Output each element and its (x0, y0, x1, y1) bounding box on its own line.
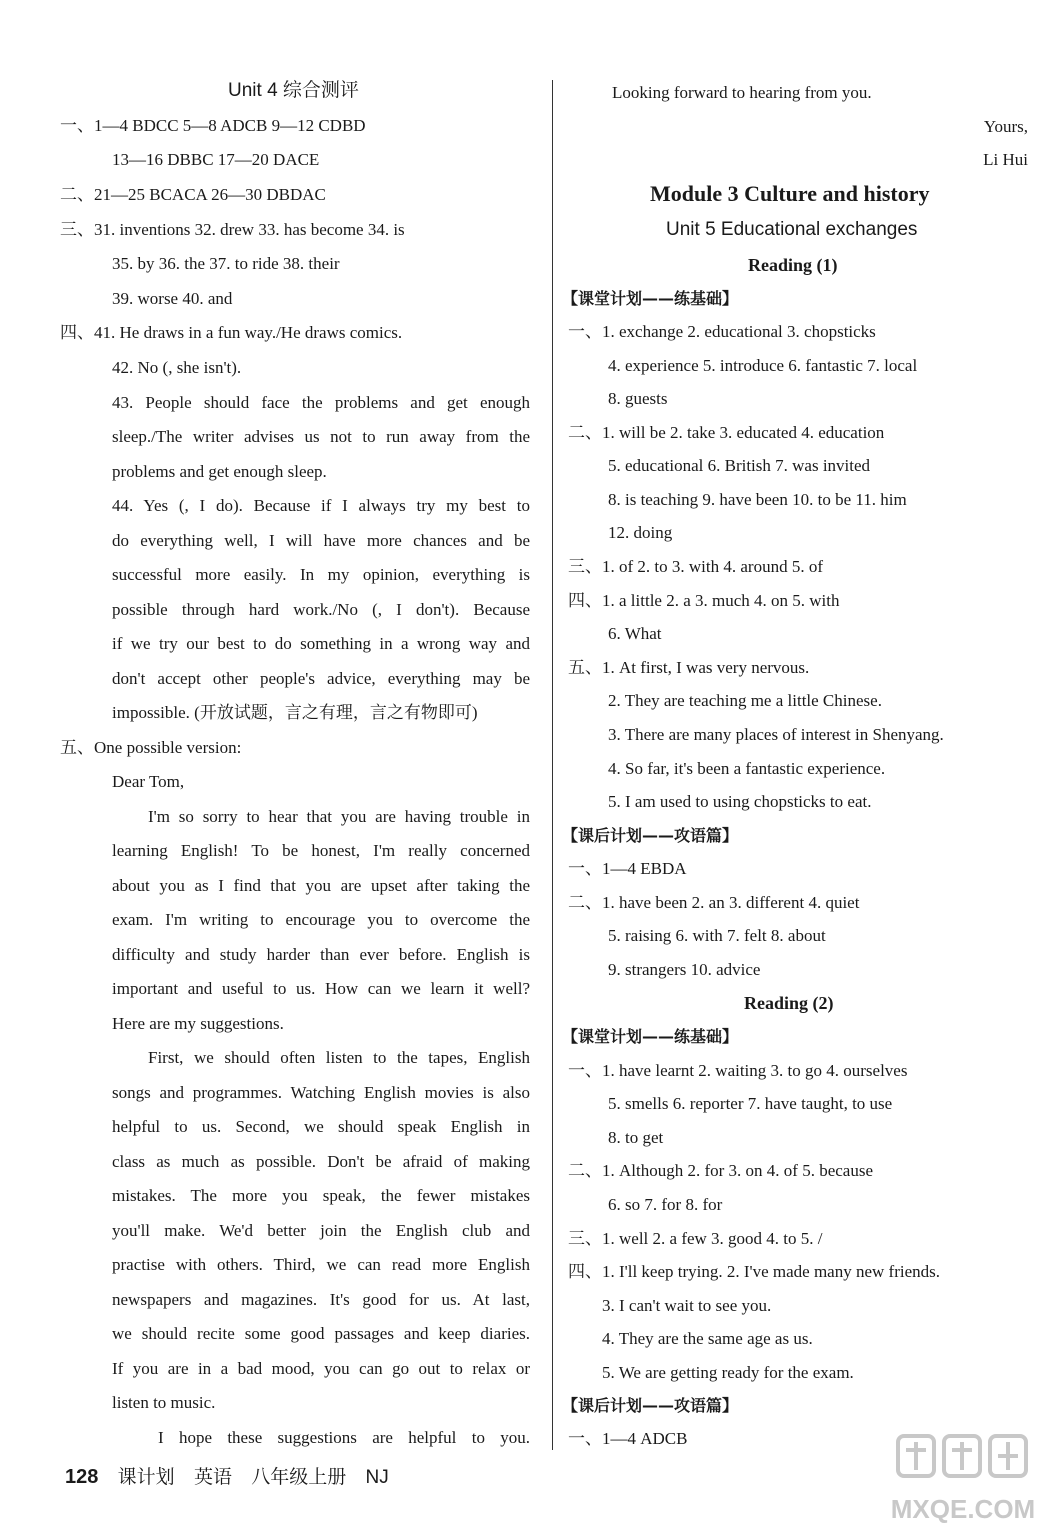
answer-line: 8. to get (608, 1128, 664, 1147)
answer-line: 二、1. will be 2. take 3. educated 4. education (568, 423, 885, 442)
answer-line: 二、1. Although 2. for 3. on 4. of 5. because (568, 1161, 874, 1180)
column-divider (552, 80, 553, 1450)
letter-greeting: Dear Tom, (112, 772, 185, 791)
unit5-title: Unit 5 Educational exchanges (666, 219, 918, 240)
letter-line: about you as I find that you are upset after taking the (112, 876, 530, 895)
unit4-title: Unit 4 综合测评 (228, 80, 359, 101)
watermark-emblem-icon (898, 1436, 1026, 1476)
watermark-logo (888, 1428, 1038, 1528)
answer-line: 一、1. exchange 2. educational 3. chopsticks (568, 322, 876, 341)
letter-line: newspapers and magazines. It's good for us. At last, (112, 1290, 530, 1309)
answer-line: 3. I can't wait to see you. (602, 1296, 772, 1315)
answer-line: 一、1—4 EBDA (568, 859, 687, 878)
answer-line: 5. educational 6. British 7. was invited (608, 456, 871, 475)
answer-line: 二、1. have been 2. an 3. different 4. quiet (568, 893, 860, 912)
answer-line: 4. So far, it's been a fantastic experience. (608, 759, 886, 778)
letter-line: practise with others. Third, we can read more English (112, 1255, 530, 1274)
answer-line: sleep./The writer advises us not to run away from the (112, 427, 530, 446)
letter-line: we should recite some good passages and keep diaries. (112, 1324, 530, 1343)
answer-line: impossible. (开放试题，言之有理，言之有物即可) (112, 703, 478, 722)
answer-line: if we try our best to do something in a wrong way and (112, 634, 530, 653)
answer-line: don't accept other people's advice, everything may be (112, 669, 530, 688)
answer-line: 五、1. At first, I was very nervous. (568, 658, 810, 677)
reading-title: Reading (2) (744, 993, 834, 1013)
answer-line: possible through hard work./No (, I don't). Because (112, 600, 530, 619)
answer-line: 3. There are many places of interest in Shenyang. (608, 725, 944, 744)
letter-line: mistakes. The more you speak, the fewer mistakes (112, 1186, 530, 1205)
letter-line: Here are my suggestions. (112, 1014, 284, 1033)
subject: 英语 (193, 1467, 232, 1488)
answer-line: 6. What (608, 624, 662, 643)
answer-line: 四、1. I'll keep trying. 2. I've made many new friends. (568, 1262, 940, 1281)
answer-line: 35. by 36. the 37. to ride 38. their (112, 254, 340, 273)
section-heading: 【课堂计划——练基础】 (562, 289, 739, 308)
module-title: Module 3 Culture and history (650, 181, 930, 206)
answer-line: 四、1. a little 2. a 3. much 4. on 5. with (568, 591, 840, 610)
answer-line: 42. No (, she isn't). (112, 358, 242, 377)
answer-line: 8. is teaching 9. have been 10. to be 11. him (608, 490, 907, 509)
answer-line: 13—16 DBBC 17—20 DACE (112, 150, 320, 169)
letter-line: helpful to us. Second, we should speak English in (112, 1117, 530, 1136)
answer-line: 43. People should face the problems and get enough (112, 393, 530, 412)
letter-line: songs and programmes. Watching English movies is also (112, 1083, 530, 1102)
section-heading: 【课后计划——攻语篇】 (562, 1396, 739, 1415)
letter-line: learning English! To be honest, I'm really concerned (112, 841, 530, 860)
answer-line: successful more easily. In my opinion, everything is (112, 565, 530, 584)
answer-line: 12. doing (608, 523, 673, 542)
answer-line: 4. They are the same age as us. (602, 1329, 813, 1348)
grade: 八年级上册 (251, 1467, 347, 1488)
letter-line: difficulty and study harder than ever before. English is (112, 945, 530, 964)
reading-title: Reading (1) (748, 255, 838, 275)
answer-line: do everything well, I will have more chances and be (112, 531, 530, 550)
answer-line: 2. They are teaching me a little Chinese. (608, 691, 882, 710)
answer-line: 三、31. inventions 32. drew 33. has become 34. is (60, 220, 405, 239)
answer-line: 6. so 7. for 8. for (608, 1195, 723, 1214)
letter-line: exam. I'm writing to encourage you to overcome the (112, 910, 530, 929)
answer-line: 一、1—4 BDCC 5—8 ADCB 9—12 CDBD (60, 116, 366, 135)
answer-line: 5. smells 6. reporter 7. have taught, to use (608, 1094, 893, 1113)
letter-line: I hope these suggestions are helpful to you. (158, 1428, 530, 1447)
letter-line: you'll make. We'd better join the English club and (112, 1221, 530, 1240)
answer-line: 二、21—25 BCACA 26—30 DBDAC (60, 185, 326, 204)
letter-line: First, we should often listen to the tapes, English (148, 1048, 530, 1067)
answer-line: 5. raising 6. with 7. felt 8. about (608, 926, 826, 945)
page-footer (65, 1462, 403, 1489)
letter-line: I'm so sorry to hear that you are having trouble in (148, 807, 530, 826)
answer-line: 三、1. well 2. a few 3. good 4. to 5. / (568, 1229, 823, 1248)
letter-closing: Yours, (983, 117, 1028, 136)
letter-line: important and useful to us. How can we learn it well? (112, 979, 530, 998)
answer-line: 一、1—4 ADCB (568, 1429, 688, 1448)
answer-line: 39. worse 40. and (112, 289, 233, 308)
answer-line: problems and get enough sleep. (112, 462, 327, 481)
letter-line: listen to music. (112, 1393, 216, 1412)
section-heading: 【课堂计划——练基础】 (562, 1027, 739, 1046)
book-name: 课计划 (117, 1467, 175, 1488)
answer-line: 4. experience 5. introduce 6. fantastic 7. local (608, 356, 918, 375)
letter-line: Looking forward to hearing from you. (612, 83, 872, 102)
section-heading: 【课后计划——攻语篇】 (562, 826, 739, 845)
answer-line: 5. We are getting ready for the exam. (602, 1363, 854, 1382)
letter-signature: Li Hui (983, 150, 1028, 169)
letter-line: If you are in a bad mood, you can go out to relax or (112, 1359, 530, 1378)
answer-line: 三、1. of 2. to 3. with 4. around 5. of (568, 557, 823, 576)
answer-line: 四、41. He draws in a fun way./He draws comics. (60, 323, 403, 342)
answer-line: 5. I am used to using chopsticks to eat. (608, 792, 872, 811)
page-number: 128 (65, 1466, 99, 1488)
letter-line: class as much as possible. Don't be afraid of making (112, 1152, 530, 1171)
answer-line: 五、One possible version: (60, 738, 242, 757)
edition: NJ (365, 1467, 389, 1488)
watermark-text: MXQE.COM (890, 1494, 1036, 1524)
answer-line: 9. strangers 10. advice (608, 960, 761, 979)
answer-line: 44. Yes (, I do). Because if I always try my best to (112, 496, 530, 515)
answer-line: 8. guests (608, 389, 668, 408)
answer-line: 一、1. have learnt 2. waiting 3. to go 4. ourselves (568, 1061, 908, 1080)
